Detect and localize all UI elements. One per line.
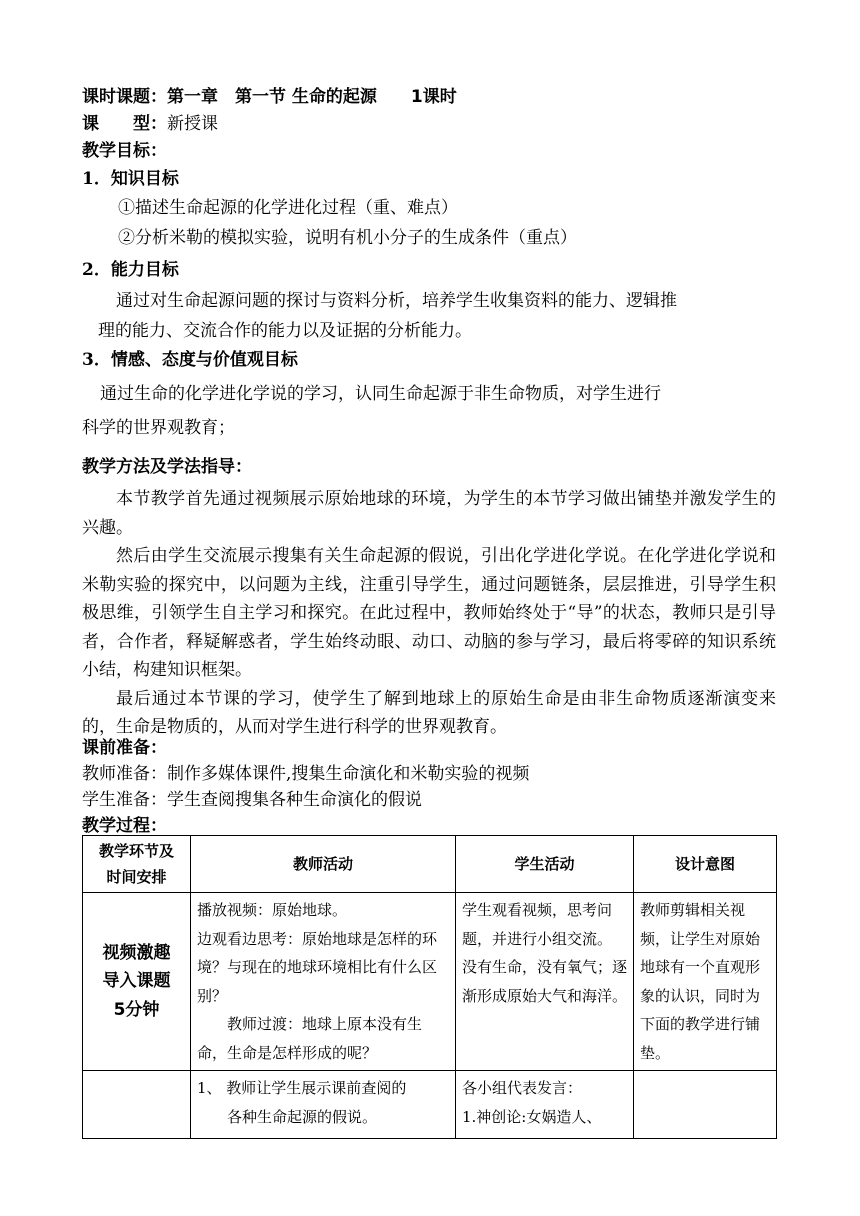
- knowledge-heading: 1．知识目标: [82, 169, 179, 189]
- column-header-teacher: 教师活动: [191, 836, 456, 893]
- ability-line-2: 理的能力、交流合作的能力以及证据的分析能力。: [98, 321, 472, 341]
- objectives-heading: 教学目标：: [82, 141, 167, 161]
- ability-heading: 2．能力目标: [82, 260, 179, 280]
- student-preparation: 学生准备：学生查阅搜集各种生命演化的假说: [82, 790, 422, 810]
- student-activity-cell: 各小组代表发言： 1.神创论:女娲造人、: [456, 1071, 634, 1139]
- methods-paragraph-1: 本节教学首先通过视频展示原始地球的环境，为学生的本节学习做出铺垫并激发学生的兴趣。: [82, 489, 776, 538]
- design-intent-cell: [634, 1071, 777, 1139]
- table-header-row: [83, 836, 777, 893]
- topic-value: 第一章 第一节 生命的起源 1课时: [167, 87, 457, 107]
- emotion-heading: 3．情感、态度与价值观目标: [82, 350, 298, 370]
- teacher-activity-cell: 播放视频：原始地球。 边观看边思考：原始地球是怎样的环境？与现在的地球环境相比有什么区别？ 教师过渡：地球上原本没有生命，生命是怎样形成的呢？: [191, 893, 456, 1071]
- teacher-activity-cell: 1、 教师让学生展示课前查阅的 各种生命起源的假说。: [191, 1071, 456, 1139]
- type-line: [82, 113, 218, 135]
- methods-heading: 教学方法及学法指导：: [82, 457, 252, 477]
- column-header-intent: 设计意图: [634, 836, 777, 893]
- process-heading: 教学过程：: [82, 816, 167, 836]
- type-value: 新授课: [167, 114, 218, 134]
- knowledge-item-2: ②分析米勒的模拟实验，说明有机小分子的生成条件（重点）: [118, 228, 577, 248]
- ability-line-1: 通过对生命起源问题的探讨与资料分析，培养学生收集资料的能力、逻辑推: [116, 291, 677, 311]
- methods-paragraph-2: 然后由学生交流展示搜集有关生命起源的假说，引出化学进化学说。在化学进化学说和米勒实验的探究中，以问题为主线，注重引导学生，通过问题链条，层层推进，引导学生积极思维，引领学生自主学习和探究。在此过程中，教师始终处于“导”的状态，教师只是引导者，合作者，释疑解惑者，学生始终动眼、动口、动脑的参与学习，最后将零碎的知识系统小结，构建知识框架。: [82, 546, 776, 680]
- stage-cell: 视频激趣 导入课题 5分钟: [83, 893, 191, 1071]
- emotion-line-2: 科学的世界观教育；: [82, 418, 235, 438]
- methods-body: [82, 485, 776, 742]
- methods-paragraph-3: 最后通过本节课的学习，使学生了解到地球上的原始生命是由非生命物质逐渐演变来的，生命是物质的，从而对学生进行科学的世界观教育。: [82, 688, 776, 737]
- column-header-stage: 教学环节及 时间安排: [83, 836, 191, 893]
- emotion-line-1: 通过生命的化学进化学说的学习，认同生命起源于非生命物质，对学生进行: [100, 384, 661, 404]
- design-intent-cell: 教师剪辑相关视频，让学生对原始地球有一个直观形象的认识，同时为下面的教学进行铺垫。: [634, 893, 777, 1071]
- table-row: [83, 893, 777, 1071]
- topic-line: [82, 86, 457, 108]
- knowledge-item-1: ①描述生命起源的化学进化过程（重、难点）: [118, 198, 458, 218]
- type-label: 课 型：: [82, 114, 167, 134]
- process-table: [82, 835, 777, 1139]
- preparation-heading: 课前准备：: [82, 738, 167, 758]
- student-activity-cell: 学生观看视频，思考问题，并进行小组交流。 没有生命，没有氧气；逐渐形成原始大气和海洋。: [456, 893, 634, 1071]
- column-header-student: 学生活动: [456, 836, 634, 893]
- stage-cell: [83, 1071, 191, 1139]
- teacher-preparation: 教师准备：制作多媒体课件,搜集生命演化和米勒实验的视频: [82, 764, 530, 784]
- topic-label: 课时课题：: [82, 87, 167, 107]
- table-row: [83, 1071, 777, 1139]
